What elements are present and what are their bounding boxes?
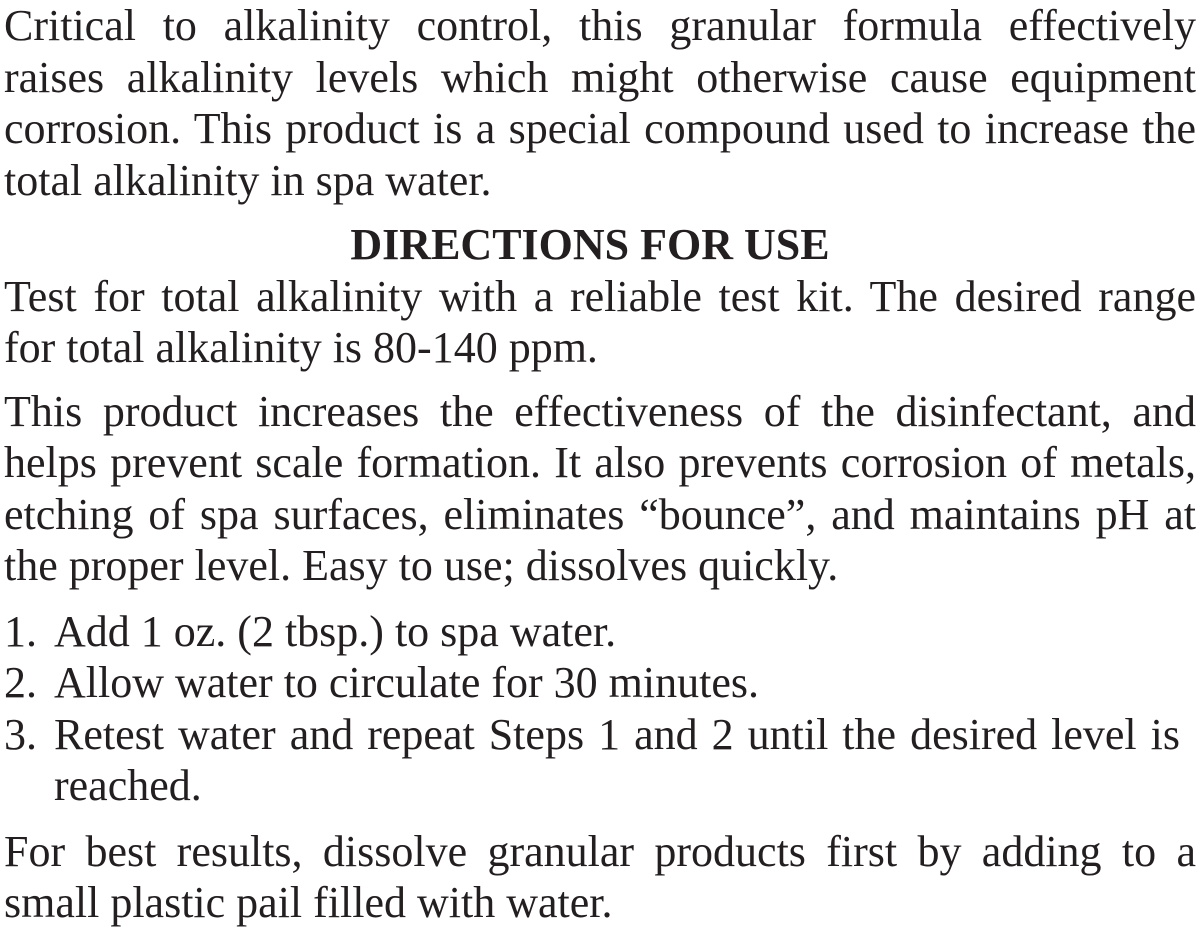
step-item [4, 709, 1180, 812]
step-number: 2. [4, 658, 37, 707]
step-item [4, 606, 1180, 658]
step-item [4, 657, 1180, 709]
test-paragraph: Test for total alkalinity with a reliable test kit. The desired range for total alkalinity is 80-140 ppm. [4, 271, 1196, 372]
step-number: 3. [4, 709, 37, 759]
directions-heading: DIRECTIONS FOR USE [350, 220, 830, 269]
benefits-paragraph: This product increases the effectiveness of the disinfectant, and helps prevent scale formation. It also prevents corrosion of metals, etching of spa surfaces, eliminates “bounce”, and maintains pH at the proper level. Easy to use; dissolves quickly. [4, 386, 1196, 590]
step-text: Add 1 oz. (2 tbsp.) to spa water. [54, 606, 617, 656]
step-number: 1. [4, 606, 37, 656]
tip-paragraph: For best results, dissolve granular products first by adding to a small plastic pail filled with water. [4, 826, 1196, 927]
intro-paragraph: Critical to alkalinity control, this granular formula effectively raises alkalinity levels which might otherwise cause equipment corrosion. This product is a special compound used to increase the total alkalinity in spa water. [4, 1, 1196, 205]
step-text: Retest water and repeat Steps 1 and 2 until the desired level is reached. [54, 709, 1180, 810]
steps-list [0, 606, 1200, 812]
step-text: Allow water to circulate for 30 minutes. [54, 658, 760, 707]
